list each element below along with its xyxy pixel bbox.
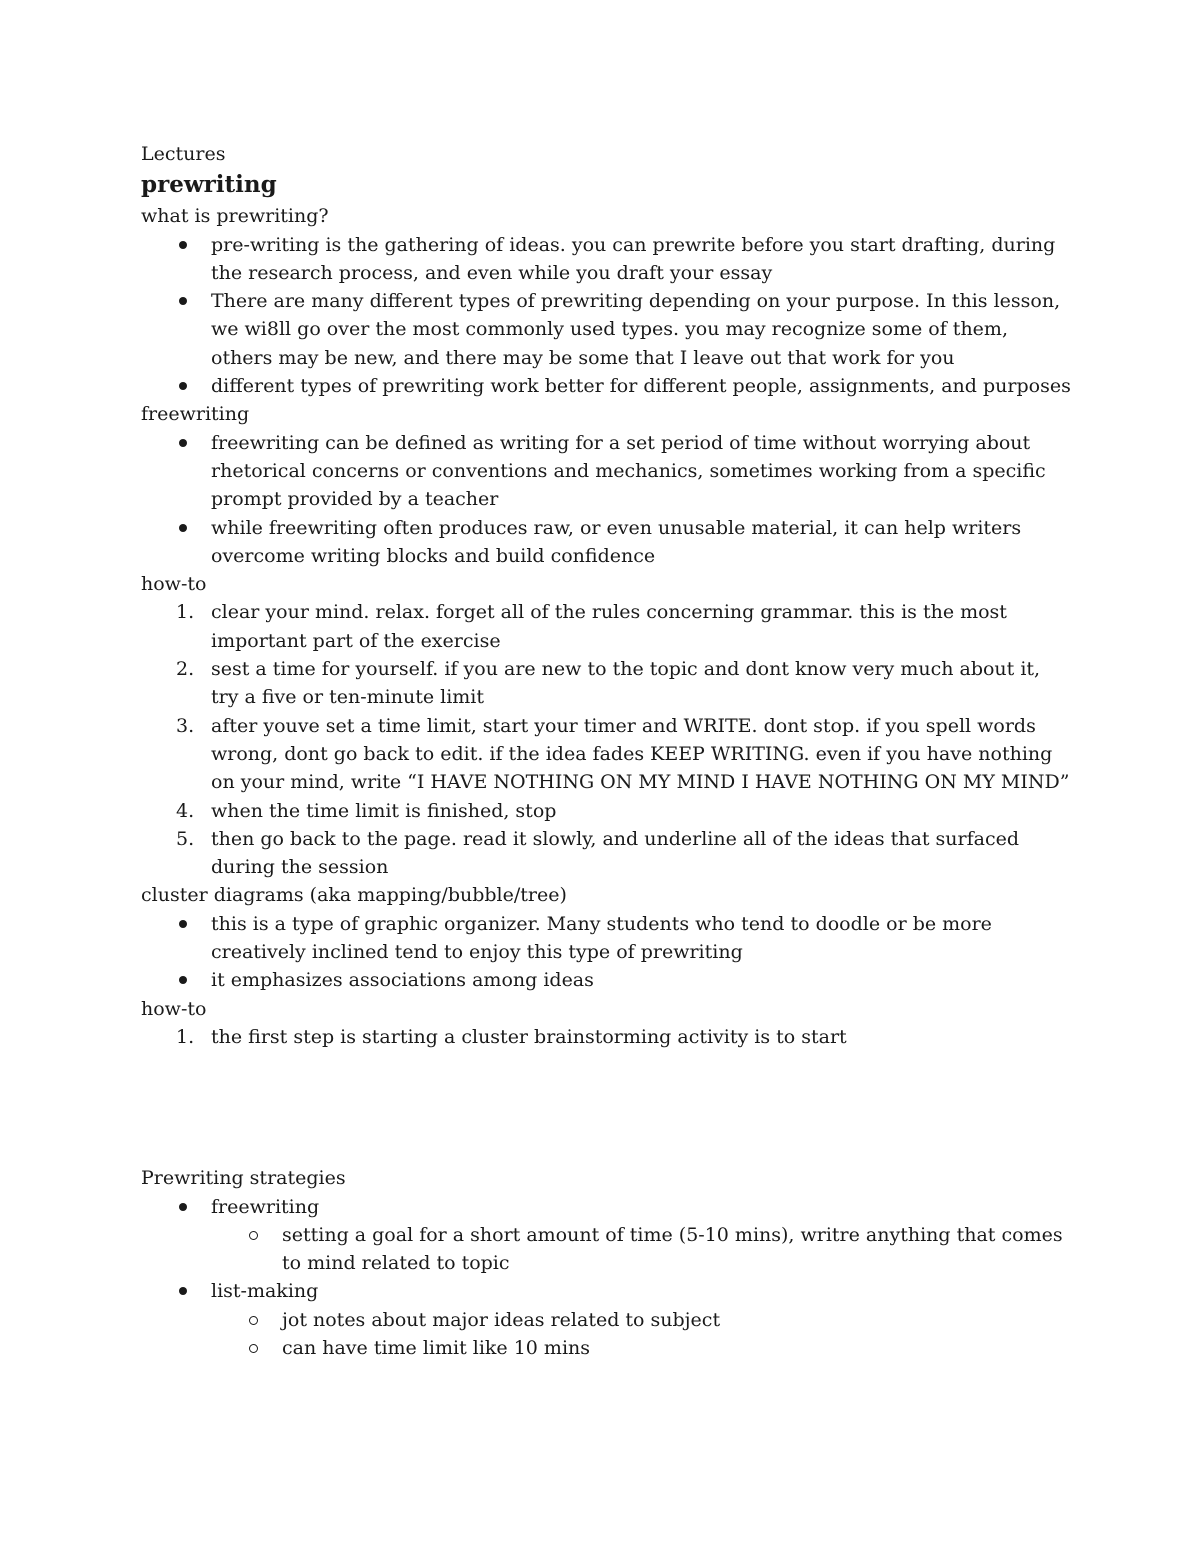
list-item — [141, 655, 1071, 712]
step-number: 1. — [176, 1025, 195, 1048]
list-item — [141, 1023, 1071, 1051]
doc-heading: Lectures — [141, 143, 226, 165]
list-item-text: different types of prewriting work better for different people, assignments, and purposes — [211, 375, 1071, 398]
hollow-bullet-icon — [249, 1231, 258, 1240]
section-label-howto: how-to — [141, 573, 207, 596]
bullet-icon — [179, 297, 187, 305]
freewriting-bullet-list — [141, 429, 1071, 570]
bullet-icon — [179, 241, 187, 249]
list-item-text: it emphasizes associations among ideas — [211, 969, 594, 992]
bullet-icon — [179, 524, 187, 532]
strategies-list — [141, 1193, 1071, 1363]
list-item-text: freewriting can be defined as writing for a set period of time without worrying about rhetorical concerns or conventions and mechanics, sometimes working from a specific prompt provided by a teacher — [211, 431, 1046, 511]
bullet-icon — [179, 976, 187, 984]
list-item — [141, 825, 1071, 882]
sub-list-item — [141, 1221, 1071, 1278]
list-item — [141, 1193, 1071, 1221]
list-item — [141, 429, 1071, 514]
hollow-bullet-icon — [249, 1344, 258, 1353]
list-item — [141, 287, 1071, 372]
step-number: 2. — [176, 658, 195, 681]
list-item-text: the first step is starting a cluster brainstorming activity is to start — [211, 1025, 847, 1048]
step-number: 1. — [176, 601, 195, 624]
step-number: 5. — [176, 827, 195, 850]
sub-list-item-text: setting a goal for a short amount of time (5-10 mins), writre anything that comes to mind related to topic — [282, 1223, 1063, 1275]
list-item — [141, 797, 1071, 825]
list-item-text: this is a type of graphic organizer. Many students who tend to doodle or be more creatively inclined tend to enjoy this type of prewriting — [211, 912, 992, 964]
list-item — [141, 910, 1071, 967]
section-label-howto-2: how-to — [141, 997, 207, 1020]
list-item — [141, 372, 1071, 400]
bullet-icon — [179, 1287, 187, 1295]
cluster-bullet-list — [141, 910, 1071, 995]
list-item-text: sest a time for yourself. if you are new to the topic and dont know very much about it, try a five or ten-minute limit — [211, 658, 1041, 709]
list-item-text: freewriting — [211, 1195, 320, 1218]
hollow-bullet-icon — [249, 1316, 258, 1325]
list-item-text: after youve set a time limit, start your timer and WRITE. dont stop. if you spell words wrong, dont go back to edit. if the idea fades KEEP WRITING. even if you have nothing on your mind, write “I HAVE NOTHING ON MY MIND I HAVE NOTHING ON MY MIND” — [211, 714, 1070, 794]
bullet-icon — [179, 382, 187, 390]
section-label-freewriting: freewriting — [141, 403, 250, 426]
step-number: 3. — [176, 714, 195, 737]
list-item-text: list-making — [211, 1280, 319, 1303]
section-label-strategies: Prewriting strategies — [141, 1167, 346, 1190]
sub-list-item — [141, 1306, 1071, 1334]
sub-list-item-text: jot notes about major ideas related to subject — [282, 1308, 721, 1331]
bullet-icon — [179, 439, 187, 447]
sub-list-item — [141, 1334, 1071, 1362]
bullet-icon — [179, 920, 187, 928]
list-item — [141, 712, 1071, 797]
sub-list-item-text: can have time limit like 10 mins — [282, 1336, 591, 1359]
blank-space — [141, 1051, 1071, 1164]
list-item — [141, 598, 1071, 655]
list-item-text: pre-writing is the gathering of ideas. you can prewrite before you start drafting, during the research process, and even while you draft your essay — [211, 233, 1056, 284]
howto-2-step-list — [141, 1023, 1071, 1051]
list-item — [141, 231, 1071, 288]
list-item-text: clear your mind. relax. forget all of the rules concerning grammar. this is the most important part of the exercise — [211, 601, 1007, 652]
bullet-icon — [179, 1203, 187, 1211]
what-is-bullet-list — [141, 231, 1071, 401]
list-item-text: then go back to the page. read it slowly, and underline all of the ideas that surfaced during the session — [211, 827, 1020, 879]
list-item-text: There are many different types of prewriting depending on your purpose. In this lesson, we wi8ll go over the most commonly used types. you may recognize some of them, others may be new, and there may be some that I leave out that work for you — [211, 290, 1061, 369]
document-page — [141, 140, 1071, 1362]
doc-title: prewriting — [141, 171, 277, 199]
list-item — [141, 514, 1071, 571]
list-item — [141, 966, 1071, 994]
list-item-text: when the time limit is finished, stop — [211, 799, 557, 822]
step-number: 4. — [176, 799, 195, 822]
section-label-cluster: cluster diagrams (aka mapping/bubble/tree) — [141, 884, 567, 907]
list-item — [141, 1277, 1071, 1305]
list-item-text: while freewriting often produces raw, or even unusable material, it can help writers overcome writing blocks and build confidence — [211, 516, 1022, 567]
howto-step-list — [141, 598, 1071, 881]
section-label-what-is: what is prewriting? — [141, 205, 329, 228]
